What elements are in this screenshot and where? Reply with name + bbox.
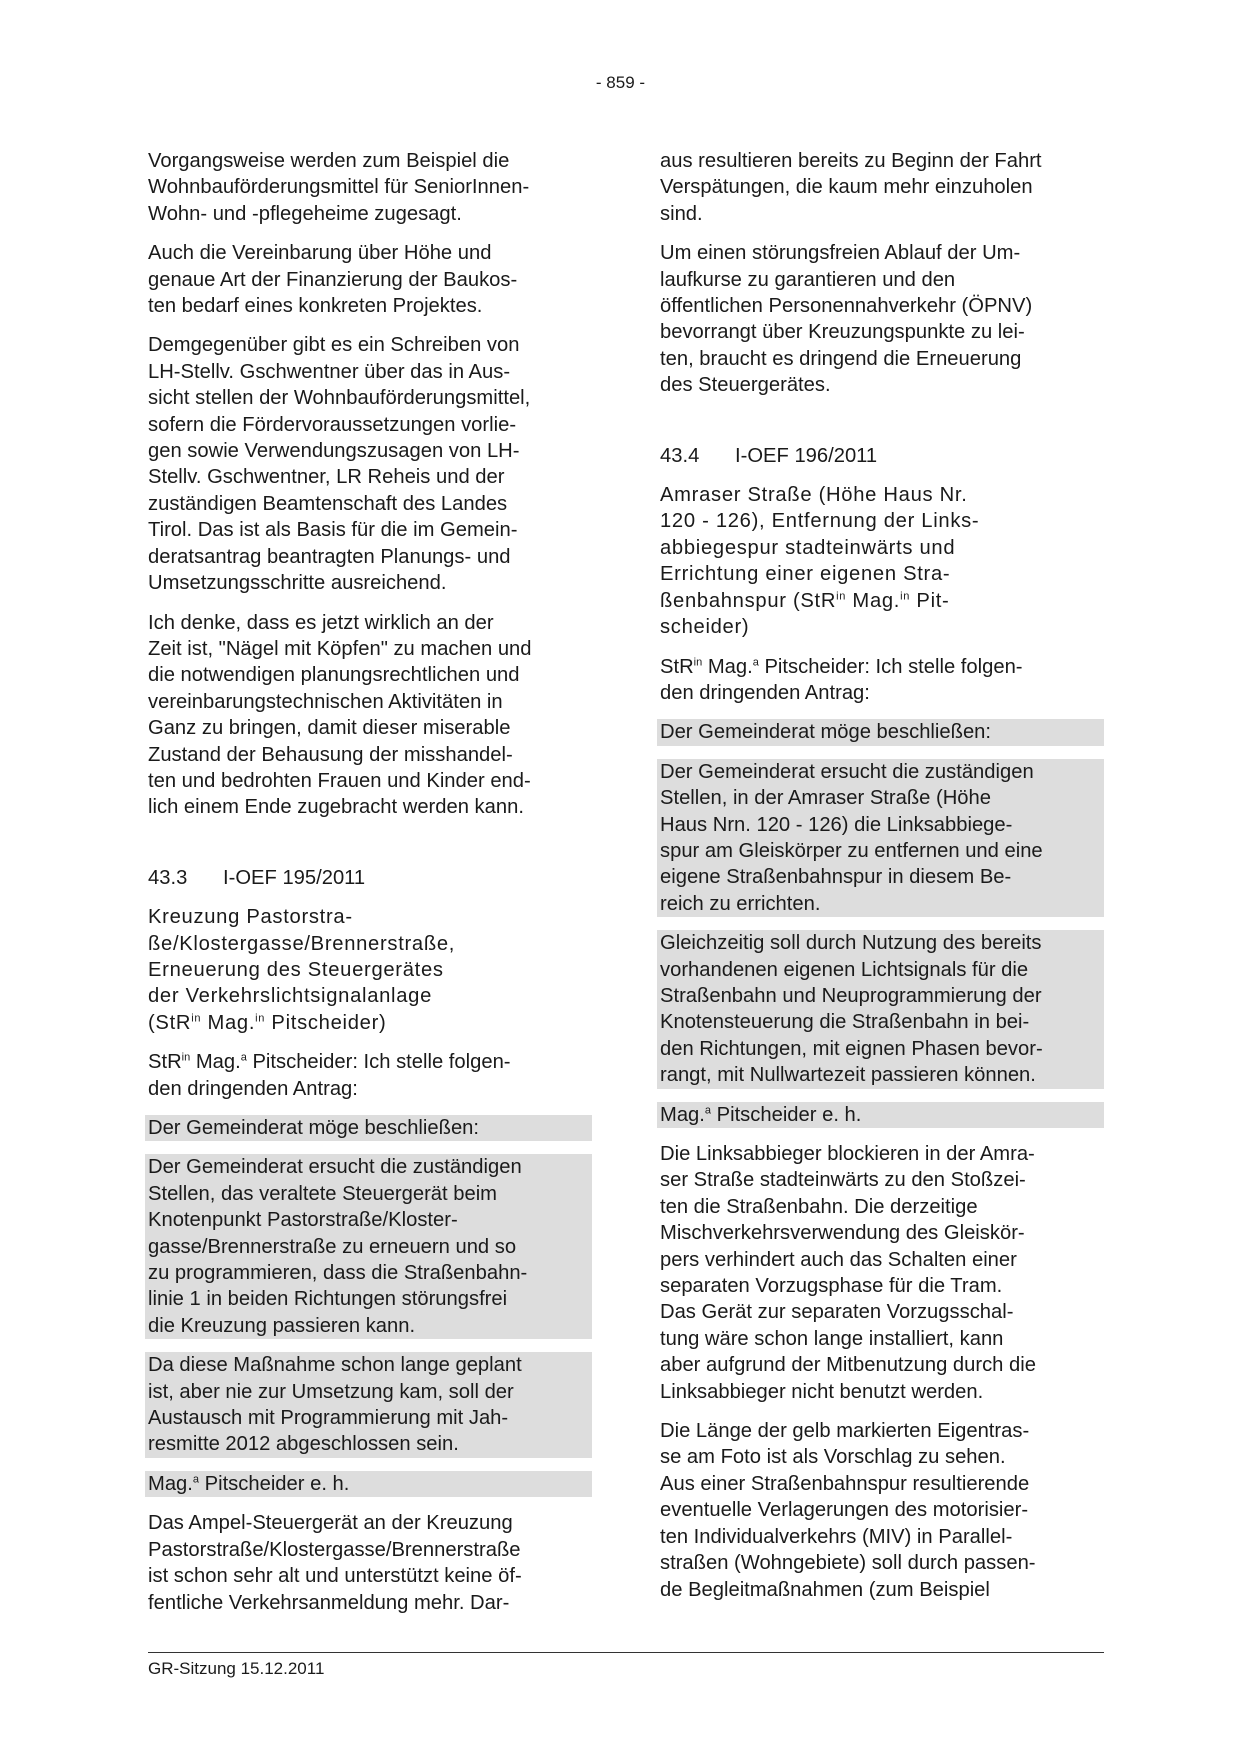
paragraph xyxy=(148,1510,589,1616)
text-line: Der Gemeinderat ersucht die zuständigen xyxy=(148,1156,522,1179)
speaker-line: StR$^{in}$ Mag.$^a$ Pitscheider: Ich stelle folgen- den dringenden Antrag: xyxy=(148,1051,511,1100)
text-line: abbiegespur stadteinwärts und xyxy=(660,536,956,559)
text-line: deratsantrag beantragten Planungs- und xyxy=(148,545,511,568)
text-line: Amraser Straße (Höhe Haus Nr. xyxy=(660,484,968,507)
section-header-43-3 xyxy=(148,865,589,891)
text-line: gen sowie Verwendungszusagen von LH- xyxy=(148,440,520,463)
text-line: lich einem Ende zugebracht werden kann. xyxy=(148,796,524,819)
section-number: 43.3 xyxy=(148,866,188,889)
footer-rule xyxy=(148,1652,1104,1653)
footer-text: GR-Sitzung 15.12.2011 xyxy=(148,1659,325,1678)
text-line: Tirol. Das ist als Basis für die im Gemein- xyxy=(148,519,518,542)
motion-box xyxy=(657,719,1104,1128)
text-line: Verspätungen, die kaum mehr einzuholen xyxy=(660,176,1033,199)
paragraph xyxy=(660,240,1101,398)
text-line: Stellen, das veraltete Steuergerät beim xyxy=(148,1182,497,1205)
text-line: Demgegenüber gibt es ein Schreiben von xyxy=(148,334,520,357)
text-line: Knotensteuerung die Straßenbahn in bei- xyxy=(660,1011,1030,1034)
text-line: Zeit ist, "Nägel mit Köpfen" zu machen und xyxy=(148,637,532,660)
paragraph xyxy=(148,610,589,821)
text-line: Austausch mit Programmierung mit Jah- xyxy=(148,1407,509,1430)
text-line: Das Gerät zur separaten Vorzugsschal- xyxy=(660,1301,1014,1324)
title-lines xyxy=(660,484,979,585)
text-line: genaue Art der Finanzierung der Baukos- xyxy=(148,268,518,291)
text-line: separaten Vorzugsphase für die Tram. xyxy=(660,1275,1003,1298)
paragraph xyxy=(148,148,589,227)
text-line: den Richtungen, mit eignen Phasen bevor- xyxy=(660,1037,1043,1060)
text-line: Mischverkehrsverwendung des Gleiskör- xyxy=(660,1222,1025,1245)
text-line: Zustand der Behausung der misshandel- xyxy=(148,743,513,766)
paragraph xyxy=(660,1141,1101,1405)
text-line: bevorrangt über Kreuzungspunkte zu lei- xyxy=(660,321,1025,344)
text-line: pers verhindert auch das Schalten einer xyxy=(660,1248,1017,1271)
text-line: fentliche Verkehrsanmeldung mehr. Dar- xyxy=(148,1591,510,1614)
text-line: Stellen, in der Amraser Straße (Höhe xyxy=(660,787,991,810)
text-line: Stellv. Gschwentner, LR Reheis und der xyxy=(148,466,505,489)
speaker-line: StR$^{in}$ Mag.$^a$ Pitscheider: Ich stelle folgen- den dringenden Antrag: xyxy=(660,655,1023,704)
text-line: vorhandenen eigenen Lichtsignals für die xyxy=(660,958,1029,981)
text-line: Kreuzung Pastorstra- xyxy=(148,906,353,929)
text-line: se am Foto ist als Vorschlag zu sehen. xyxy=(660,1446,1006,1469)
text-line: tung wäre schon lange installiert, kann xyxy=(660,1327,1004,1350)
text-line: zu programmieren, dass die Straßenbahn- xyxy=(148,1262,528,1285)
text-line: sicht stellen der Wohnbauförderungsmittel, xyxy=(148,387,531,410)
text-line: Das Ampel-Steuergerät an der Kreuzung xyxy=(148,1512,513,1535)
text-line: ist, aber nie zur Umsetzung kam, soll der xyxy=(148,1380,514,1403)
text-line: des Steuergerätes. xyxy=(660,374,831,397)
text-line: aber aufgrund der Mitbenutzung durch die xyxy=(660,1354,1036,1377)
text-line: resmitte 2012 abgeschlossen sein. xyxy=(148,1433,459,1456)
text-line: eigene Straßenbahnspur in diesem Be- xyxy=(660,866,1012,889)
text-line: vereinbarungstechnischen Aktivitäten in xyxy=(148,690,503,713)
motion-text xyxy=(148,1154,589,1339)
text-line: zuständigen Beamtenschaft des Landes xyxy=(148,492,508,515)
motion-heading: Der Gemeinderat möge beschließen: xyxy=(148,1117,480,1139)
text-line: Ganz zu bringen, damit dieser miserable xyxy=(148,717,511,740)
paragraph xyxy=(660,1418,1101,1603)
title-lines xyxy=(148,906,455,1007)
text-line: Wohn- und -pflegeheime zugesagt. xyxy=(148,202,462,225)
text-line: aus resultieren bereits zu Beginn der Fahrt xyxy=(660,150,1042,172)
text-line: Umsetzungsschritte ausreichend. xyxy=(148,572,447,595)
text-line: Ich denke, dass es jetzt wirklich an der xyxy=(148,611,494,634)
motion-text xyxy=(148,1352,589,1458)
text-line: ten bedarf eines konkreten Projektes. xyxy=(148,295,483,318)
paragraph xyxy=(660,148,1101,227)
text-line: Um einen störungsfreien Ablauf der Um- xyxy=(660,242,1021,265)
signature: Mag.$^a$ Pitscheider e. h. xyxy=(148,1472,350,1495)
text-line: Gleichzeitig soll durch Nutzung des bereits xyxy=(660,932,1042,955)
text-line: Knotenpunkt Pastorstraße/Kloster- xyxy=(148,1209,458,1232)
text-line: LH-Stellv. Gschwentner über das in Aus- xyxy=(148,360,511,383)
text-line: Vorgangsweise werden zum Beispiel die xyxy=(148,150,510,172)
text-line: laufkurse zu garantieren und den xyxy=(660,268,956,291)
section-title: Amraser Straße (Höhe Haus Nr. 120 - 126), Entfernung der Links- abbiegespur stadteinwärts und Errichtung einer eigenen Stra- ßenbahnspur (StR$^{in}$ Mag.$^{in}$ Pit- scheider) xyxy=(660,484,980,639)
text-line: Haus Nrn. 120 - 126) die Linksabbiege- xyxy=(660,813,1013,836)
motion-text xyxy=(660,759,1101,917)
text-line: Linksabbieger nicht benutzt werden. xyxy=(660,1380,984,1403)
paragraph xyxy=(148,332,589,596)
section-id: I-OEF 195/2011 xyxy=(223,866,366,889)
text-line: der Verkehrslichtsignalanlage xyxy=(148,985,433,1008)
text-line: Die Länge der gelb markierten Eigentras- xyxy=(660,1420,1030,1443)
text-line: ten Individualverkehrs (MIV) in Parallel- xyxy=(660,1525,1013,1548)
text-line: ße/Klostergasse/Brennerstraße, xyxy=(148,932,456,955)
text-line: die notwendigen planungsrechtlichen und xyxy=(148,664,520,687)
text-line: die Kreuzung passieren kann. xyxy=(148,1314,416,1337)
section-id: I-OEF 196/2011 xyxy=(735,444,878,467)
text-line: ist schon sehr alt und unterstützt keine öf- xyxy=(148,1565,522,1588)
text-line: spur am Gleiskörper zu entfernen und eine xyxy=(660,839,1043,862)
text-line: Auch die Vereinbarung über Höhe und xyxy=(148,242,492,265)
text-line: Erneuerung des Steuergerätes xyxy=(148,958,444,981)
text-line: ser Straße stadteinwärts zu den Stoßzei- xyxy=(660,1169,1026,1192)
text-line: gasse/Brennerstraße zu erneuern und so xyxy=(148,1235,517,1258)
text-line: Aus einer Straßenbahnspur resultierende xyxy=(660,1472,1030,1495)
section-number: 43.4 xyxy=(660,444,700,467)
text-line: Die Linksabbieger blockieren in der Amra- xyxy=(660,1143,1035,1165)
text-line: ten die Straßenbahn. Die derzeitige xyxy=(660,1195,978,1218)
section-title: Kreuzung Pastorstra- ße/Klostergasse/Brennerstraße, Erneuerung des Steuergerätes der Verkehrslichtsignalanlage (StR$^{in}$ Mag.$^{in}$ Pitscheider) xyxy=(148,906,456,1034)
text-line: sind. xyxy=(660,202,703,225)
text-line: ten und bedrohten Frauen und Kinder end- xyxy=(148,769,531,792)
motion-heading: Der Gemeinderat möge beschließen: xyxy=(660,721,992,744)
motion-text xyxy=(660,930,1101,1088)
signature: Mag.$^a$ Pitscheider e. h. xyxy=(660,1103,862,1126)
text-line: Wohnbauförderungsmittel für SeniorInnen- xyxy=(148,176,530,199)
text-line: 120 - 126), Entfernung der Links- xyxy=(660,510,980,533)
text-line: rangt, mit Nullwartezeit passieren können. xyxy=(660,1064,1036,1087)
paragraph xyxy=(148,240,589,319)
text-line: Der Gemeinderat ersucht die zuständigen xyxy=(660,760,1034,783)
text-line: de Begleitmaßnahmen (zum Beispiel xyxy=(660,1578,990,1601)
text-line: Pastorstraße/Klostergasse/Brennerstraße xyxy=(148,1538,521,1561)
text-line: straßen (Wohngebiete) soll durch passen- xyxy=(660,1552,1036,1575)
text-line: öffentlichen Personennahverkehr (ÖPNV) xyxy=(660,295,1033,318)
motion-box xyxy=(145,1115,592,1497)
text-line: linie 1 in beiden Richtungen störungsfrei xyxy=(148,1288,508,1311)
left-column xyxy=(148,148,589,1616)
page-number: - 859 - xyxy=(595,73,646,92)
text-line: ten, braucht es dringend die Erneuerung xyxy=(660,347,1022,370)
text-line: eventuelle Verlagerungen des motorisier- xyxy=(660,1499,1029,1522)
section-header-43-4 xyxy=(660,443,1101,469)
text-line: Errichtung einer eigenen Stra- xyxy=(660,563,951,586)
text-line: sofern die Fördervoraussetzungen vorlie- xyxy=(148,413,517,436)
right-column xyxy=(660,148,1101,1603)
text-line: reich zu errichten. xyxy=(660,892,821,915)
text-line: Straßenbahn und Neuprogrammierung der xyxy=(660,984,1042,1007)
text-line: Da diese Maßnahme schon lange geplant xyxy=(148,1354,522,1377)
